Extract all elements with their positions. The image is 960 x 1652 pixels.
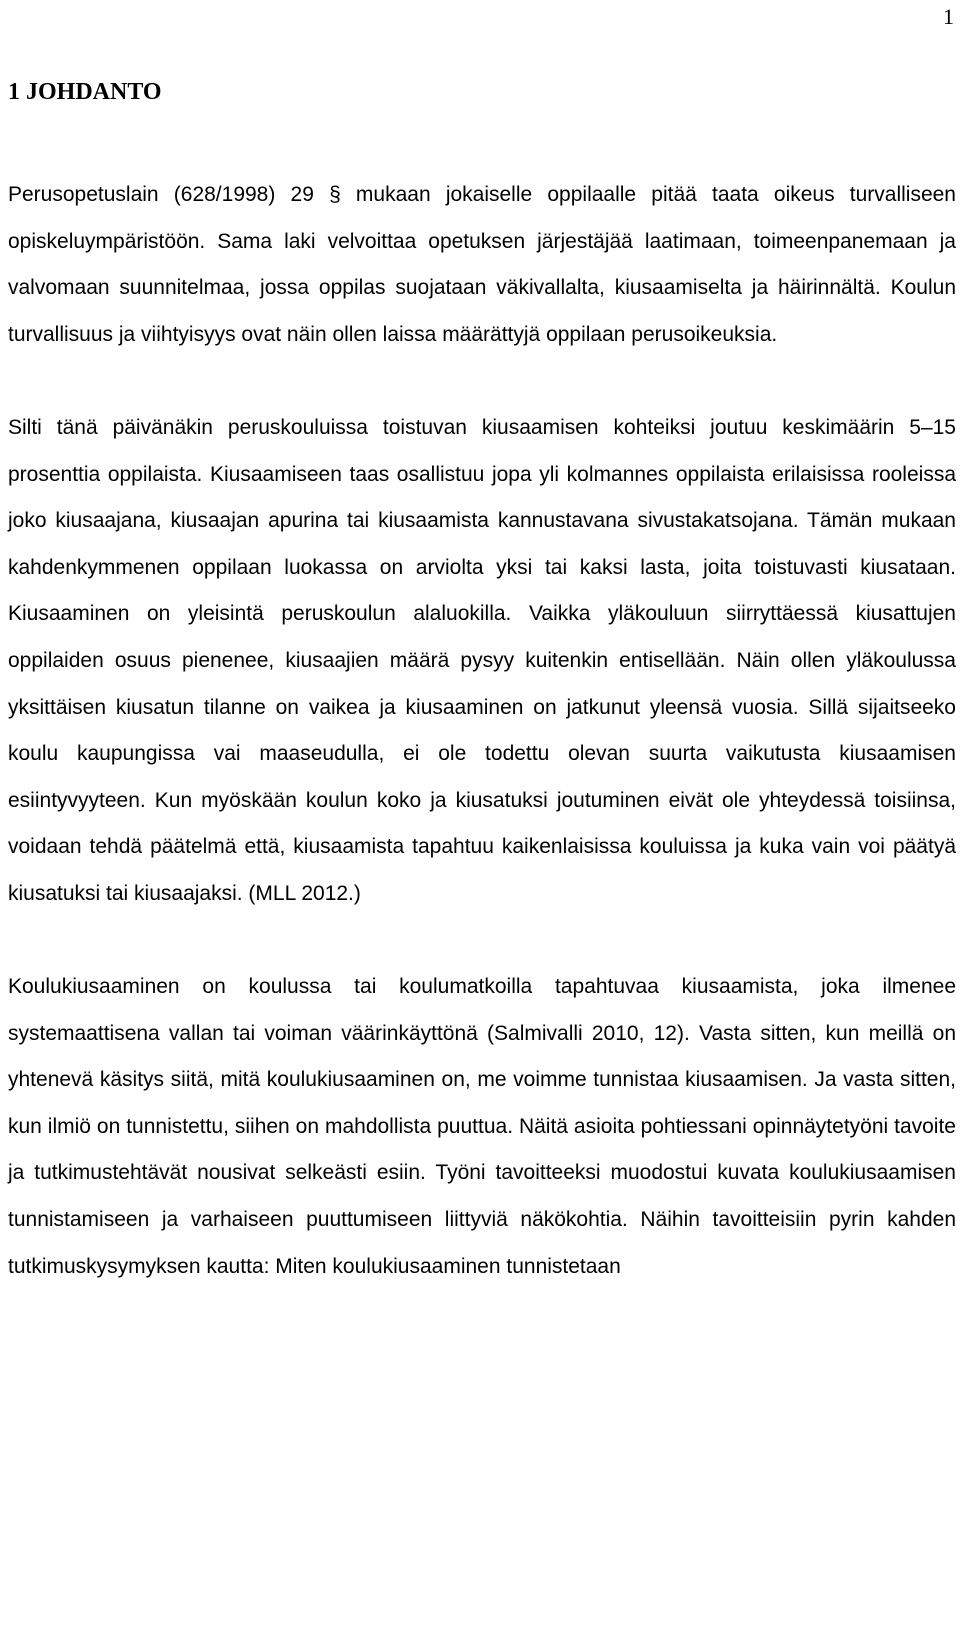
chapter-heading: 1 JOHDANTO [8, 79, 162, 105]
document-body [8, 172, 956, 1290]
page-number: 1 [943, 4, 954, 29]
paragraph-3: Koulukiusaaminen on koulussa tai koulumatkoilla tapahtuvaa kiusaamista, joka ilmenee systemaattisena vallan tai voiman väärinkäyttönä (Salmivalli 2010, 12). Vasta sitten, kun meillä on yhtenevä käsitys siitä, mitä koulukiusaaminen on, me voimme tunnistaa kiusaamisen. Ja vasta sitten, kun ilmiö on tunnistettu, siihen on mahdollista puuttua. Näitä asioita pohtiessani opinnäytetyöni tavoite ja tutkimustehtävät nousivat selkeästi esiin. Työni tavoitteeksi muodostui kuvata koulukiusaamisen tunnistamiseen ja varhaiseen puuttumiseen liittyviä näkökohtia. Näihin tavoitteisiin pyrin kahden tutkimuskysymyksen kautta: Miten koulukiusaaminen tunnistetaan [8, 975, 956, 1278]
paragraph-2: Silti tänä päivänäkin peruskouluissa toistuvan kiusaamisen kohteiksi joutuu keskimäärin 5–15 prosenttia oppilaista. Kiusaamiseen taas osallistuu jopa yli kolmannes oppilaista erilaisissa rooleissa joko kiusaajana, kiusaajan apurina tai kiusaamista kannustavana sivustakatsojana. Tämän mukaan kahdenkymmenen oppilaan luokassa on arviolta yksi tai kaksi lasta, joita toistuvasti kiusataan. Kiusaaminen on yleisintä peruskoulun alaluokilla. Vaikka yläkouluun siirryttäessä kiusattujen oppilaiden osuus pienenee, kiusaajien määrä pysyy kuitenkin entisellään. Näin ollen yläkoulussa yksittäisen kiusatun tilanne on vaikea ja kiusaaminen on jatkunut yleensä vuosia. Sillä sijaitseeko koulu kaupungissa vai maaseudulla, ei ole todettu olevan suurta vaikutusta kiusaamisen esiintyvyyteen. Kun myöskään koulun koko ja kiusatuksi joutuminen eivät ole yhteydessä toisiinsa, voidaan tehdä päätelmä että, kiusaamista tapahtuu kaikenlaisissa kouluissa ja kuka vain voi päätyä kiusatuksi tai kiusaajaksi. (MLL 2012.) [8, 415, 956, 905]
paragraph-1: Perusopetuslain (628/1998) 29 § mukaan jokaiselle oppilaalle pitää taata oikeus turvalliseen opiskeluympäristöön. Sama laki velvoittaa opetuksen järjestäjää laatimaan, toimeenpanemaan ja valvomaan suunnitelmaa, jossa oppilas suojataan väkivallalta, kiusaamiselta ja häirinnältä. Koulun turvallisuus ja viihtyisyys ovat näin ollen laissa määrättyjä oppilaan perusoikeuksia. [8, 183, 956, 346]
